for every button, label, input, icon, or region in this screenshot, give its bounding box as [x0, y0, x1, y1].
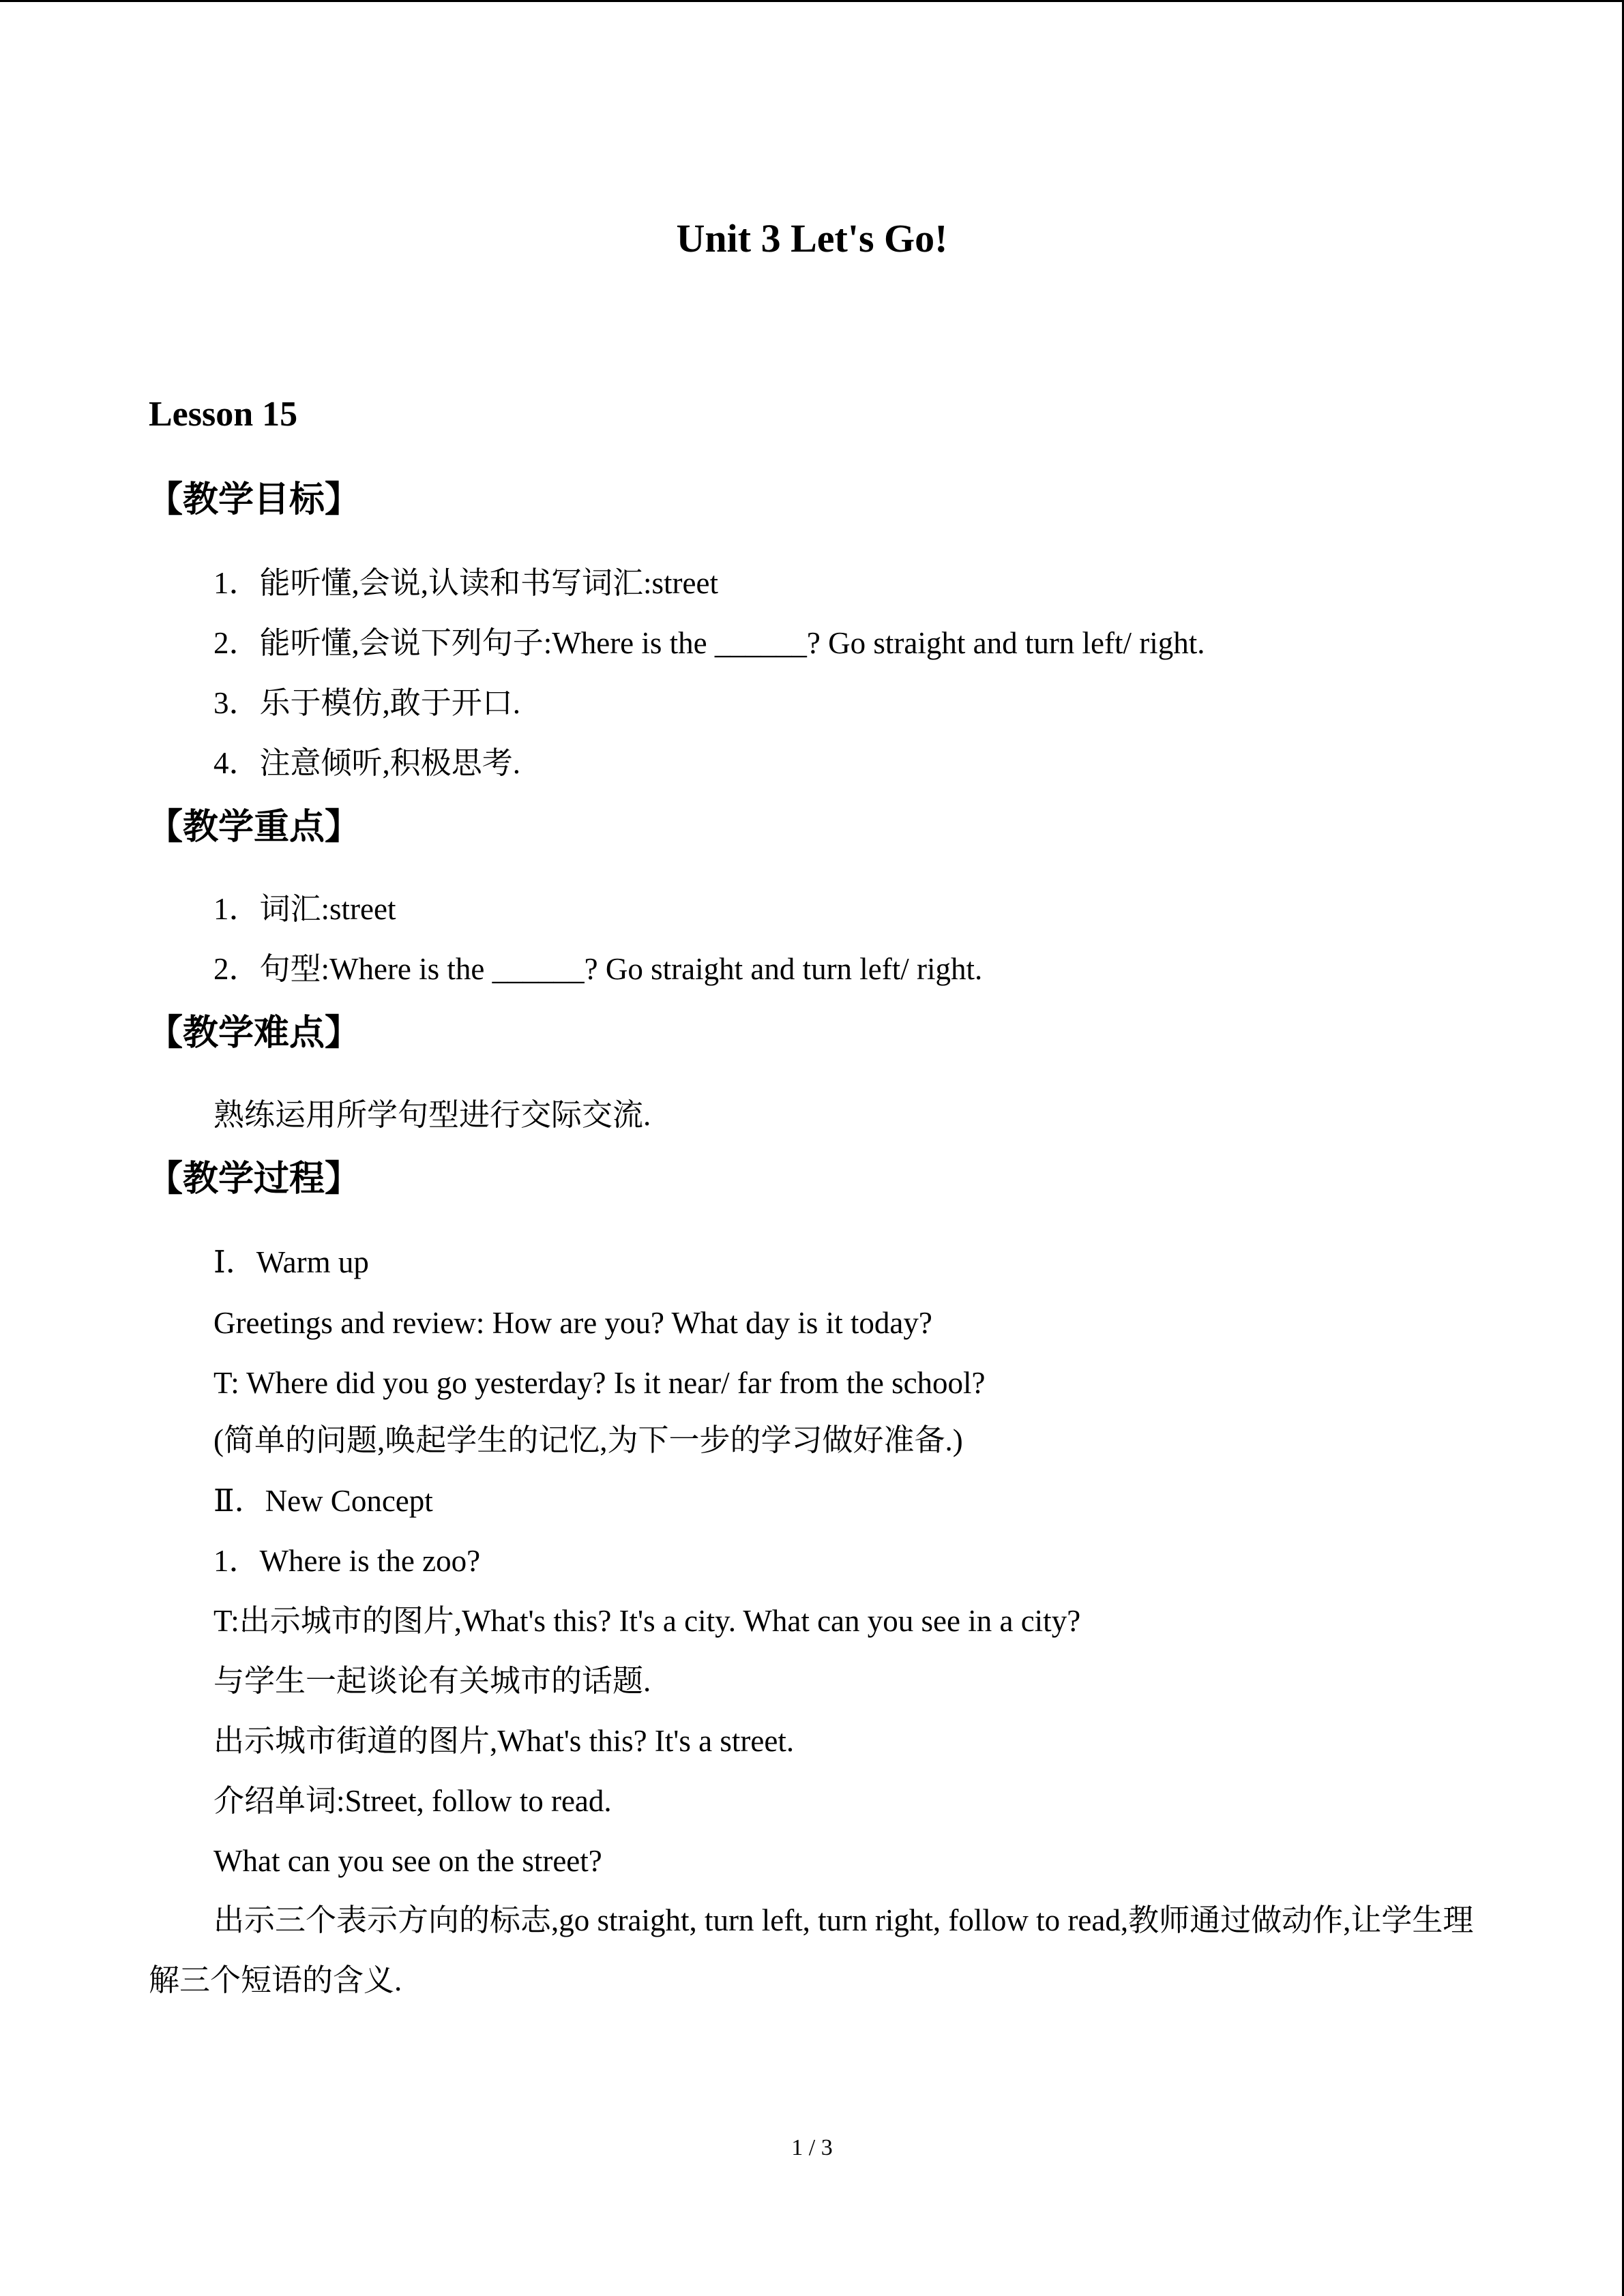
process-item: 出示城市街道的图片,What's this? It's a street.	[213, 1724, 795, 1758]
process-item: 1．Where is the zoo?	[213, 1544, 481, 1578]
document-title: Unit 3 Let's Go!	[676, 216, 948, 260]
difficulty-item: 熟练运用所学句型进行交际交流.	[213, 1098, 651, 1132]
process-item: 介绍单词:Street, follow to read.	[213, 1784, 612, 1818]
key-point-item: 1．词汇:street	[213, 892, 396, 926]
lesson-heading: Lesson 15	[149, 395, 298, 434]
section-heading-difficulties: 【教学难点】	[147, 1014, 361, 1053]
page-number: 1 / 3	[791, 2135, 833, 2160]
process-item: Greetings and review: How are you? What day is it today?	[213, 1306, 932, 1340]
section-heading-process: 【教学过程】	[147, 1160, 361, 1199]
objective-item: 4．注意倾听,积极思考.	[213, 746, 521, 780]
process-item: Ⅰ．Warm up	[213, 1245, 369, 1279]
page-border-top	[0, 0, 1624, 2]
section-heading-objectives: 【教学目标】	[147, 481, 361, 520]
process-item: Ⅱ．New Concept	[213, 1484, 433, 1518]
process-item: What can you see on the street?	[213, 1844, 602, 1878]
section-heading-key-points: 【教学重点】	[147, 808, 361, 847]
process-item: T:出示城市的图片,What's this? It's a city. What can you see in a city?	[213, 1604, 1081, 1638]
process-item: 出示三个表示方向的标志,go straight, turn left, turn right, follow to read,教师通过做动作,让学生理解三个短语的含义.	[149, 1903, 1474, 1997]
objective-item: 1．能听懂,会说,认读和书写词汇:street	[213, 566, 718, 600]
process-item: (简单的问题,唤起学生的记忆,为下一步的学习做好准备.)	[213, 1423, 963, 1457]
objective-item: 2．能听懂,会说下列句子:Where is the ______? Go straight and turn left/ right.	[213, 626, 1205, 660]
objective-item: 3．乐于模仿,敢于开口.	[213, 686, 521, 720]
process-item: T: Where did you go yesterday? Is it near/ far from the school?	[213, 1366, 986, 1400]
process-item: 与学生一起谈论有关城市的话题.	[213, 1664, 651, 1698]
key-point-item: 2．句型:Where is the ______? Go straight and turn left/ right.	[213, 952, 983, 986]
